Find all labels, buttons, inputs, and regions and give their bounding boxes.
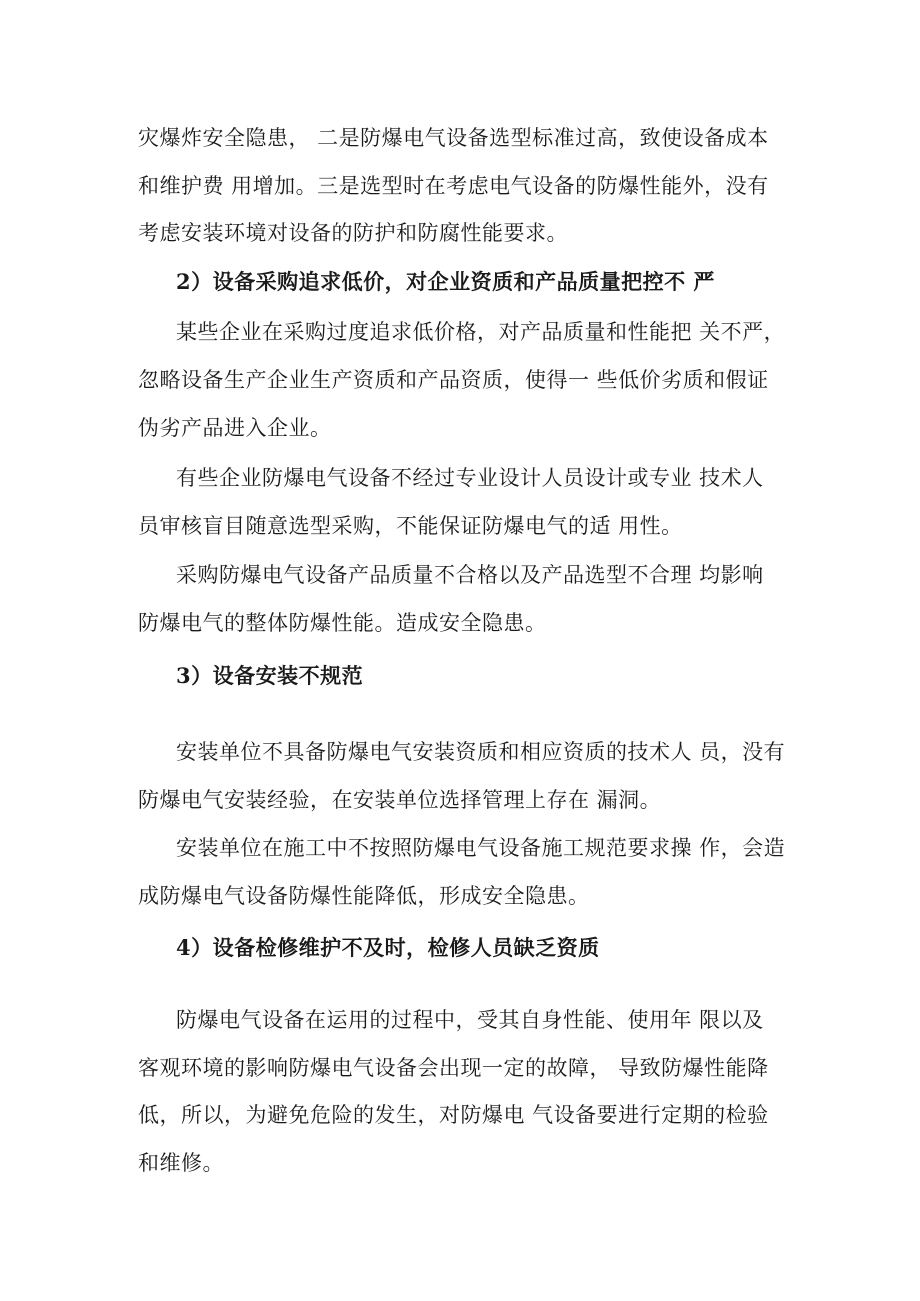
- paragraph-line: 安装单位在施工中不按照防爆电气设备施工规范要求操 作，会造: [176, 836, 786, 860]
- paragraph-line: 某些企业在采购过度追求低价格，对产品质量和性能把 关不严，: [176, 320, 786, 344]
- paragraph-line: 有些企业防爆电气设备不经过专业设计人员设计或专业 技术人: [176, 466, 764, 490]
- paragraph-line: 防爆电气安装经验，在安装单位选择管理上存在 漏洞。: [138, 788, 662, 812]
- paragraph-line: 灾爆炸安全隐患， 二是防爆电气设备选型标准过高，致使设备成本: [138, 126, 769, 150]
- paragraph-line: 防爆电气设备在运用的过程中，受其自身性能、使用年 限以及: [176, 1008, 764, 1032]
- paragraph-line: 低，所以，为避免危险的发生，对防爆电 气设备要进行定期的检验: [138, 1103, 769, 1127]
- paragraph-line: 员审核盲目随意选型采购，不能保证防爆电气的适 用性。: [138, 514, 683, 538]
- section-heading-4: 4）设备检修维护不及时，检修人员缺乏资质: [176, 935, 600, 960]
- paragraph-line: 防爆电气的整体防爆性能。造成安全隐患。: [138, 611, 547, 635]
- paragraph-line: 和维修。: [138, 1151, 224, 1175]
- section-heading-3: 3）设备安装不规范: [176, 663, 364, 688]
- paragraph-line: 和维护费 用增加。三是选型时在考虑电气设备的防爆性能外，没有: [138, 174, 769, 198]
- paragraph-line: 成防爆电气设备防爆性能降低，形成安全隐患。: [138, 884, 590, 908]
- paragraph-line: 采购防爆电气设备产品质量不合格以及产品选型不合理 均影响: [176, 563, 764, 587]
- paragraph-line: 客观环境的影响防爆电气设备会出现一定的故障， 导致防爆性能降: [138, 1056, 769, 1080]
- paragraph-line: 安装单位不具备防爆电气安装资质和相应资质的技术人 员，没有: [176, 740, 786, 764]
- paragraph-line: 考虑安装环境对设备的防护和防腐性能要求。: [138, 221, 568, 245]
- section-heading-2: 2）设备采购追求低价，对企业资质和产品质量把控不 严: [176, 269, 715, 294]
- paragraph-line: 忽略设备生产企业生产资质和产品资质，使得一 些低价劣质和假证: [138, 368, 769, 392]
- paragraph-line: 伪劣产品进入企业。: [138, 416, 332, 440]
